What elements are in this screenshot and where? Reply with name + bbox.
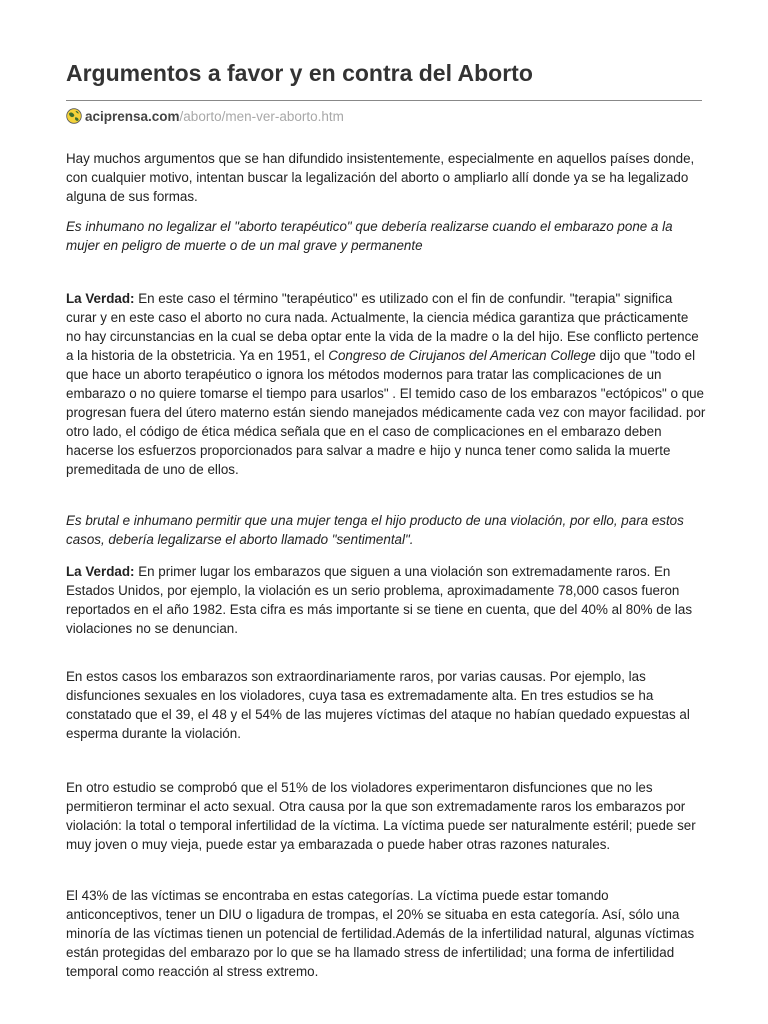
truth-label: La Verdad: (66, 291, 135, 306)
page-title: Argumentos a favor y en contra del Aborto (66, 60, 533, 86)
truth-label: La Verdad: (66, 564, 135, 579)
paragraph-intro: Hay muchos argumentos que se han difundido insistentemente, especialmente en aquellos países donde, con cualquier motivo, intentan buscar la legalización del aborto o ampliarlo allí donde ya se ha legalizado alguna de sus formas. (66, 151, 695, 204)
truth-text-part2: dijo que "todo el que hace un aborto terapéutico o ignora los métodos modernos para tratar las complicaciones de un embarazo o no quiere tomarse el tiempo para usarlos" . El temido caso de los embarazos "ectópicos" o que progresan fuera del útero materno están siendo manejados médicamente cada vez con mayor facilidad. por otro lado, el código de ética médica señala que en el caso de complicaciones en el embarazo deben hacerse los esfuerzos proporcionados para salvar a madre e hijo y nunca tener como salida la muerte premeditada de uno de ellos. (66, 348, 706, 477)
paragraph-claim-therapeutic: Es inhumano no legalizar el "aborto terapéutico" que debería realizarse cuando el embarazo pone a la mujer en peligro de muerte o de un mal grave y permanente (66, 219, 673, 253)
paragraph-truth-rape (66, 562, 706, 638)
source-domain[interactable]: aciprensa.com (85, 108, 180, 124)
paragraph-43-percent: El 43% de las víctimas se encontraba en estas categorías. La víctima puede estar tomando anticonceptivos, tener un DIU o ligadura de trompas, el 20% se situaba en esta categoría. Así, sólo una minoría de las víctimas tienen un potencial de fertilidad.Además de la infertilidad natural, algunas víctimas están protegidas del embarazo por lo que se ha llamado stress de infertilidad; una forma de infertilidad temporal como reacción al stress extremo. (66, 888, 695, 979)
truth-text-congress: Congreso de Cirujanos del American College (328, 348, 596, 363)
title-divider (66, 100, 702, 101)
source-path[interactable]: /aborto/men-ver-aborto.htm (179, 108, 344, 124)
truth-text: En primer lugar los embarazos que siguen a una violación son extremadamente raros. En Estados Unidos, por ejemplo, la violación es un serio problema, aproximadamente 78,000 casos fueron reportados en el año 1982. Esta cifra es más importante si se tiene en cuenta, que del 40% al 80% de las violaciones no se denuncian. (66, 564, 693, 636)
paragraph-other-study: En otro estudio se comprobó que el 51% de los violadores experimentaron disfunciones que no les permitieron terminar el acto sexual. Otra causa por la que son extremadamente raros los embarazos por violación: la total o temporal infertilidad de la víctima. La víctima puede ser naturalmente estéril; puede ser muy joven o muy vieja, puede estar ya embarazada o puede haber otras razones naturales. (66, 780, 696, 852)
globe-favicon-icon (66, 108, 82, 124)
paragraph-truth-therapeutic (66, 289, 706, 479)
paragraph-claim-rape: Es brutal e inhumano permitir que una mujer tenga el hijo producto de una violación, por ello, para estos casos, debería legalizarse el aborto llamado "sentimental". (66, 513, 684, 547)
source-line[interactable] (66, 107, 344, 125)
truth-text-part1: En este caso el término "terapéutico" es utilizado con el fin de confundir. "terapia" significa curar y en este caso el aborto no cura nada. Actualmente, la ciencia médica garantiza que prácticamente no hay circunstancias en la cual se deba optar ente la vida de la madre o la del hijo. Ese conflicto pertence a la historia de la obstetricia. Ya en 1951, el (66, 291, 699, 363)
paragraph-rare-cases: En estos casos los embarazos son extraordinariamente raros, por varias causas. Por ejemplo, las disfunciones sexuales en los violadores, cuya tasa es extremadamente alta. En tres estudios se ha constatado que el 39, el 48 y el 54% de las mujeres víctimas del ataque no habían quedado expuestas al esperma durante la violación. (66, 669, 690, 741)
